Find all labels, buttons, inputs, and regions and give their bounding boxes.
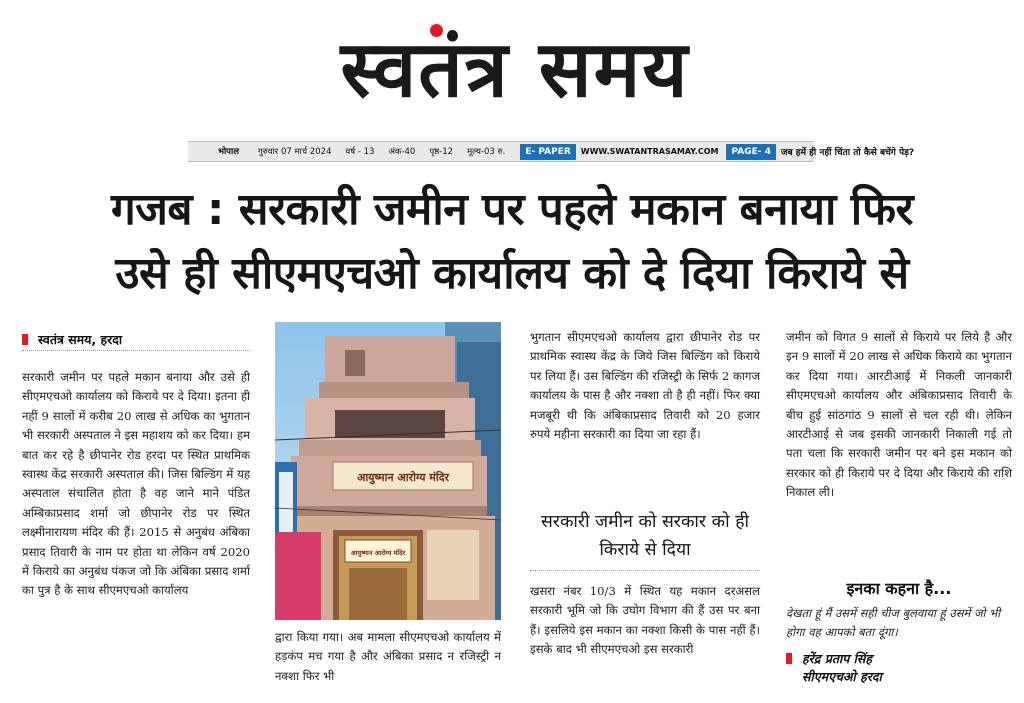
quote-speaker — [786, 650, 1012, 667]
article-column-2: द्वारा किया गया। अब मामला सीएमएचओ कार्यालय में हड़कंप मच गया है और अंबिका प्रसाद न रजिस्ट्री न नक्शा फिर भी — [275, 630, 501, 683]
speaker-role: सीएमएचओ हरदा — [802, 669, 882, 684]
website-link[interactable]: WWW.SWATANTRASAMAY.COM — [580, 147, 719, 156]
headline-line-1: गजब : सरकारी जमीन पर पहले मकान बनाया फिर — [110, 184, 914, 235]
building-illustration — [275, 322, 501, 620]
article-column-1: सरकारी जमीन पर पहले मकान बनाया और उसे ही सीएमएचओ कार्यालय को किराये पर दे दिया। इतना ही नहीं 9 सालों में करीब 20 लाख से अधिक का भुगतान भी सरकारी अस्पताल ने इस महाशय को कर दिया। हम बात कर रहे है छीपानेर रोड हरदा पर स्थित प्राथमिक स्वास्थ केंद्र सरकारी अस्पताल की। जिस बिल्डिंग में यह अस्पताल संचालित होता है वह जाने माने पंडित अम्बिकाप्रसाद शर्मा जो छीपानेर रोड पर स्थित लक्ष्मीनारायण मंदिर की हैं। 2015 से अनुबंध अंबिका प्रसाद तिवारी के नाम पर होता था लेकिन वर्ष 2020 में किराये का अनुबंध पंकज जो कि अंबिका प्रसाद शर्मा का पुत्र है के साथ सीएमएचओ कार्यालय — [22, 370, 250, 598]
article-subheading: सरकारी जमीन को सरकार को ही किराये से दिया — [530, 508, 760, 571]
page-teaser: जब हमें ही नहीं चिंता तो कैसे बचेंगे पेड़? — [780, 148, 915, 158]
article-column-3-bottom: खसरा नंबर 10/3 में स्थित यह मकान दरअसल सरकारी भूमि जो कि उघोग विभाग की हैं उस पर बना हैं। इसलिये इस मकान का नक्शा किसी के पास नहीं हैं। इसके बाद भी सीएमएचओ इस सरकारी — [530, 584, 760, 657]
dateline-bar — [188, 141, 915, 162]
dateline-pages: पृष्ठ-12 — [429, 147, 454, 157]
dateline-issue: अंक-40 — [388, 147, 416, 157]
quote-text: देखता हूं मैं उसमें सही चीज बुलवाया हूं उसमें जो भी होगा वह आपको बता दूंगा। — [786, 606, 1001, 639]
sign-door-text: आयुष्मान आरोग्य मंदिर — [350, 549, 406, 557]
red-square-icon — [22, 334, 28, 345]
masthead — [280, 12, 750, 130]
byline — [22, 329, 250, 351]
newspaper-title: स्वतंत्र समय — [340, 25, 690, 115]
epaper-label: E- PAPER — [520, 144, 575, 160]
speaker-name: हरेंद्र प्रताप सिंह — [802, 651, 872, 666]
dateline-date: गुरुवार 07 मार्च 2024 — [257, 147, 332, 157]
article-column-3-top: भुगतान सीएमएचओ कार्यालय द्वारा छीपानेर रोड पर प्राथमिक स्वास्थ केंद्र के जिये जिस बिल्डिंग को किराये पर लिया हैं। उस बिल्डिंग की रजिस्ट्री के सिर्फ 2 कागज कार्यालय के पास है और नक्शा तो है ही नहीं। फिर क्या मजबूरी थी कि अंबिकाप्रसाद तिवारी को 20 हजार रुपये महीना सरकारी का दिया जा रहा हैं। — [530, 330, 760, 442]
building-photo — [275, 322, 501, 620]
byline-text: स्वतंत्र समय, हरदा — [38, 332, 123, 347]
red-square-icon — [786, 653, 792, 664]
sign-main-text: आयुष्मान आरोग्य मंदिर — [356, 471, 450, 484]
page-label: PAGE- 4 — [726, 144, 775, 160]
dateline-price: मूल्य-03 रु. — [467, 147, 506, 157]
dateline-city: भोपाल — [218, 147, 239, 157]
article-column-4: जमीन को विगत 9 सालों से किराये पर लिये है और इन 9 सालों में 20 लाख से अधिक किराये का भुगतान कर दिया गया। आरटीआई में निकली जानकारी सीएमएचओ कार्यालय और अंबिकाप्रसाद तिवारी के बीच हुई सांठगांठ 9 सालों से चल रही थी। लेकिन आरटीआई से जब इसकी जानकारी निकाली गई तो पता चला कि सरकारी जमीन पर बने इस मकान को सरकार को ही किराये पर दे दिया और किराये की राशि निकाल ली। — [786, 330, 1012, 500]
quote-heading: इनका कहना है... — [846, 579, 952, 598]
headline-line-2: उसे ही सीएमएचओ कार्यालय को दे दिया किराये से — [115, 248, 909, 299]
article-headline — [16, 178, 1008, 306]
dateline-volume: वर्ष - 13 — [345, 147, 375, 157]
